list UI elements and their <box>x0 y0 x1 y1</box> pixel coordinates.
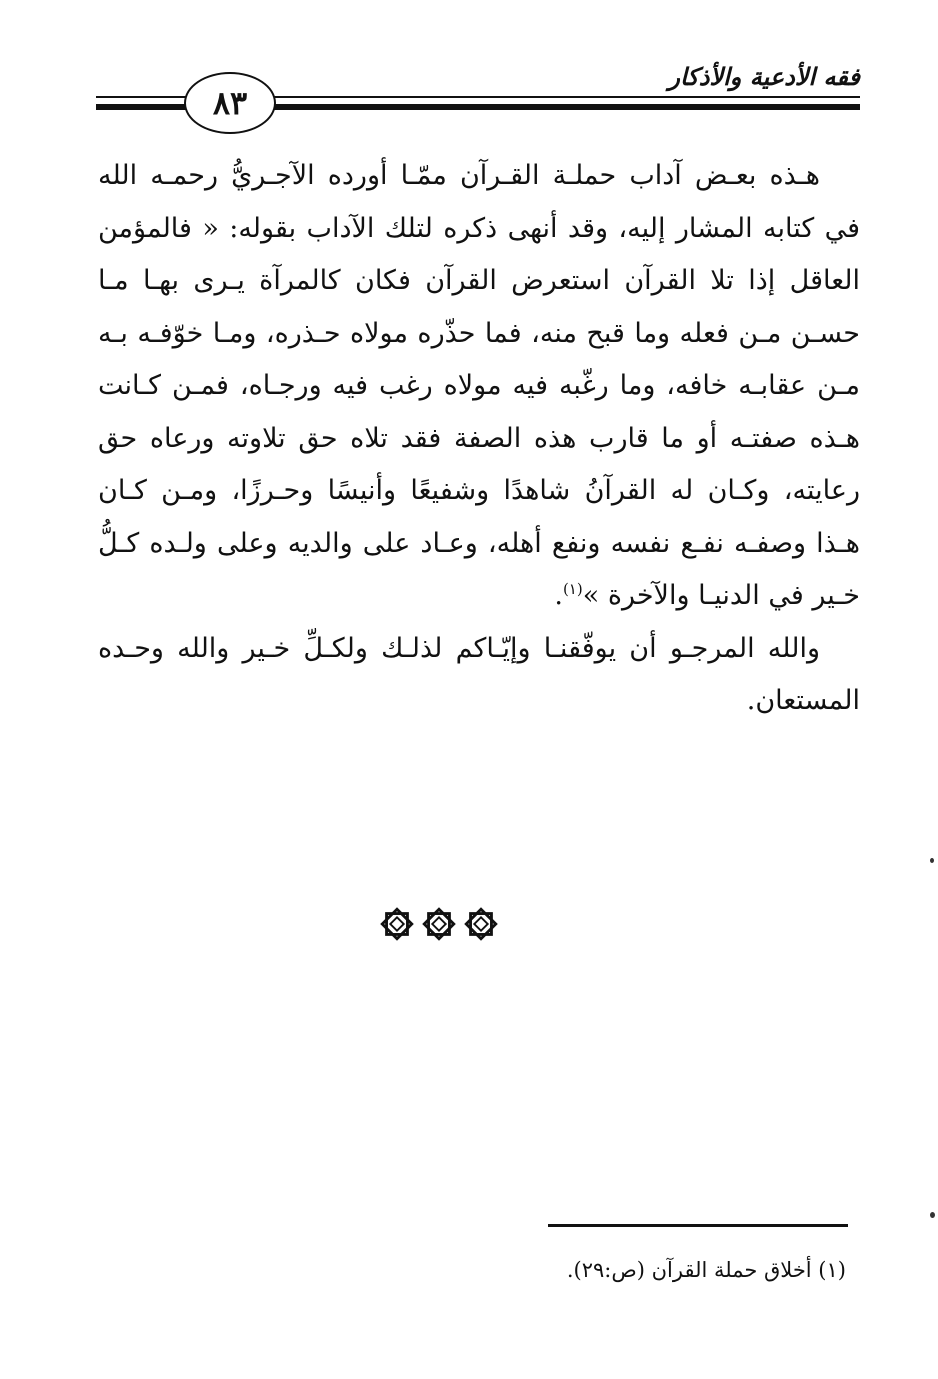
footnote: (١) أخلاق حملة القرآن (ص:٢٩). <box>566 1258 846 1282</box>
paragraph: والله المرجـو أن يوفّقنـا وإيّـاكم لذلـك ولكـلِّ خـير والله وحـده المستعان. <box>98 632 860 716</box>
paragraph-text: هـذه بعـض آداب حملـة القـرآن ممّـا أورده الآجـريُّ رحمـه الله في كتابه المشار إليه، وقد أنهى ذكره لتلك الآداب بقوله: « فالمؤمن العاقل إذا تلا القرآن استعرض القرآن فكان كالمرآة يـرى بهـا مـا حسـن مـن فعله وما قبح منه، فما حذّره مولاه حـذره، ومـا خوّفـه بـه مـن عقابـه خافه، وما رغّبه فيه مولاه رغب فيه ورجـاه، فمـن كـانت هـذه صفتـه أو ما قارب هذه الصفة فقد تلاه حق تلاوته ورعاه حق رعايته، وكـان له القرآنُ شاهدًا وشفيعًا وأنيسًا وحـرزًا، ومـن كـان هـذا وصفـه نفـع نفسه ونفع أهله، وعـاد على والديه وعلى ولـده كـلُّ خـير في الدنيـا والآخرة » <box>98 160 860 611</box>
paragraph <box>98 150 860 623</box>
section-ornament <box>378 905 500 943</box>
eight-point-star-icon <box>378 905 416 943</box>
footnote-rule <box>548 1224 848 1227</box>
page-number: ٨٣ <box>184 72 276 134</box>
scan-speck <box>930 858 934 863</box>
eight-point-star-icon <box>462 905 500 943</box>
eight-point-star-icon <box>420 905 458 943</box>
running-head: فقه الأدعية والأذكار <box>668 62 860 91</box>
scan-speck <box>930 1212 935 1218</box>
paragraph-end: . <box>554 580 563 611</box>
footnote-reference[interactable]: (١) <box>562 580 583 598</box>
body-text <box>98 150 860 728</box>
